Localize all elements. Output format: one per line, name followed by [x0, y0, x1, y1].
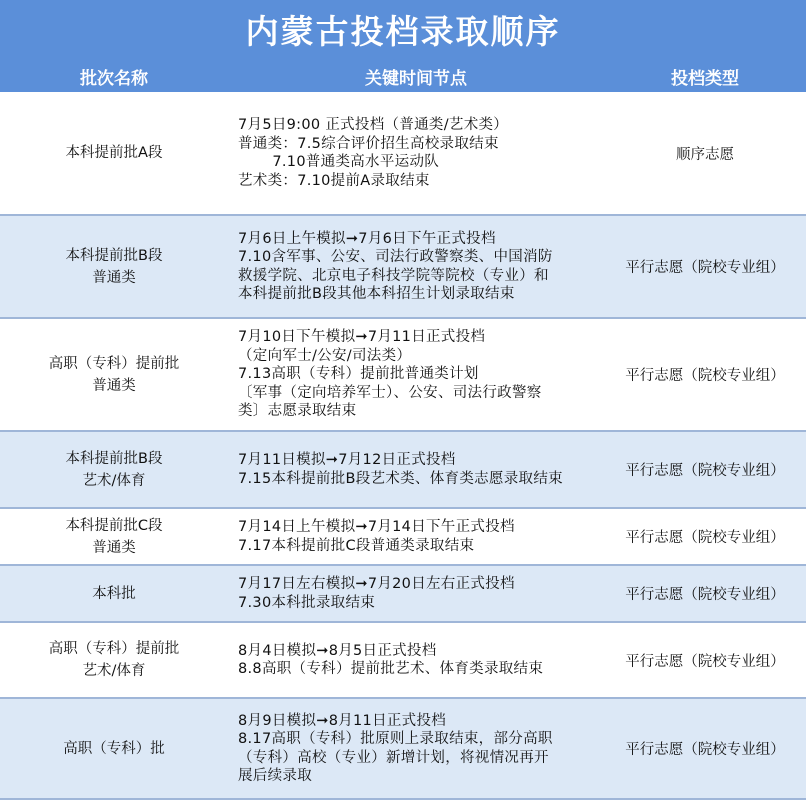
timeline-line: 救援学院、北京电子科技学院等院校（专业）和: [238, 267, 549, 284]
batch-name-line: 普通类: [92, 539, 136, 556]
timeline-line: 7.17本科提前批C段普通类录取结束: [238, 537, 475, 554]
timeline-line: 普通类：7.5综合评价招生高校录取结束: [238, 135, 499, 152]
timeline-line: 8月4日模拟➞8月5日正式投档: [238, 642, 437, 659]
timeline-line: 7.13高职（专科）提前批普通类计划: [238, 366, 479, 383]
timeline-line: 8月9日模拟➞8月11日正式投档: [238, 712, 447, 729]
column-header-timeline: 关键时间节点: [365, 69, 467, 89]
column-header-submission-type: 投档类型: [671, 69, 739, 89]
batch-name-line: 艺术/体育: [82, 472, 146, 489]
timeline-line: 展后续录取: [238, 768, 312, 784]
batch-name-cell: [0, 738, 228, 760]
table-header-bar: [0, 0, 806, 92]
batch-name-line: 普通类: [92, 377, 136, 394]
table-row: [0, 623, 806, 699]
table-row: [0, 509, 806, 566]
timeline-line: 7月14日上午模拟➞7月14日下午正式投档: [238, 519, 515, 535]
batch-name-cell: [0, 245, 228, 289]
timeline-cell: [228, 230, 604, 304]
timeline-line: 7月10日下午模拟➞7月11日正式投档: [238, 329, 486, 346]
timeline-line: 类〕志愿录取结束: [238, 403, 357, 420]
timeline-line: 7.30本科批录取结束: [238, 594, 376, 611]
batch-name-cell: [0, 515, 228, 559]
table-row: [0, 566, 806, 623]
timeline-line: （专科）高校（专业）新增计划，将视情况再开: [238, 749, 549, 766]
timeline-line: 〔军事（定向培养军士）、公安、司法行政警察: [238, 384, 542, 401]
batch-name-line: 本科提前批C段: [65, 517, 163, 534]
timeline-line: 本科提前批B段其他本科招生计划录取结束: [238, 286, 515, 302]
timeline-line: 7.10含军事、公安、司法行政警察类、中国消防: [238, 249, 553, 265]
batch-name-line: 本科提前批B段: [65, 247, 163, 264]
timeline-line: 7.15本科提前批B段艺术类、体育类志愿录取结束: [238, 470, 563, 487]
admission-order-table: [0, 92, 806, 800]
batch-name-line: 艺术/体育: [82, 663, 146, 679]
timeline-cell: [228, 116, 604, 190]
column-header-batch-name: 批次名称: [80, 69, 148, 89]
batch-name-line: 高职（专科）提前批: [48, 355, 180, 372]
table-row: [0, 92, 806, 216]
batch-name-cell: [0, 638, 228, 682]
batch-name-line: 高职（专科）批: [63, 740, 165, 757]
timeline-line: 7月17日左右模拟➞7月20日左右正式投档: [238, 576, 515, 592]
submission-type-cell: 平行志愿（院校专业组）: [625, 260, 785, 276]
timeline-cell: [228, 575, 604, 612]
timeline-cell: [228, 451, 604, 488]
timeline-cell: [228, 328, 604, 421]
batch-name-line: 高职（专科）提前批: [48, 641, 180, 657]
batch-name-cell: [0, 448, 228, 492]
batch-name-line: 本科批: [92, 585, 136, 602]
table-row: [0, 699, 806, 800]
submission-type-cell: 平行志愿（院校专业组）: [625, 463, 785, 479]
submission-type-cell: 平行志愿（院校专业组）: [625, 530, 785, 546]
batch-name-cell: [0, 142, 228, 164]
table-row: [0, 319, 806, 432]
timeline-cell: [228, 518, 604, 555]
submission-type-cell: 平行志愿（院校专业组）: [625, 587, 785, 603]
batch-name-line: 普通类: [92, 269, 136, 286]
submission-type-cell: 顺序志愿: [676, 146, 734, 163]
batch-name-cell: [0, 583, 228, 605]
page-title: 内蒙古投档录取顺序: [245, 12, 561, 51]
batch-name-line: 本科提前批B段: [65, 450, 163, 467]
submission-type-cell: 平行志愿（院校专业组）: [625, 653, 785, 670]
timeline-line: （定向军士/公安/司法类）: [238, 347, 412, 364]
batch-name-line: 本科提前批A段: [65, 145, 163, 161]
timeline-line: 艺术类：7.10提前A录取结束: [238, 172, 430, 189]
timeline-line: 7月5日9:00 正式投档（普通类/艺术类）: [238, 117, 509, 133]
timeline-cell: [228, 642, 604, 679]
batch-name-cell: [0, 353, 228, 397]
timeline-line: 8.8高职（专科）提前批艺术、体育类录取结束: [238, 661, 544, 677]
submission-type-cell: 平行志愿（院校专业组）: [625, 368, 785, 384]
submission-type-cell: 平行志愿（院校专业组）: [625, 742, 785, 758]
timeline-line: 8.17高职（专科）批原则上录取结束，部分高职: [238, 731, 553, 747]
timeline-line: 7月11日模拟➞7月12日正式投档: [238, 452, 456, 468]
timeline-line: 7月6日上午模拟➞7月6日下午正式投档: [238, 230, 496, 247]
timeline-line: 7.10普通类高水平运动队: [238, 154, 440, 170]
table-row: [0, 432, 806, 509]
timeline-cell: [228, 712, 604, 786]
table-row: [0, 216, 806, 319]
